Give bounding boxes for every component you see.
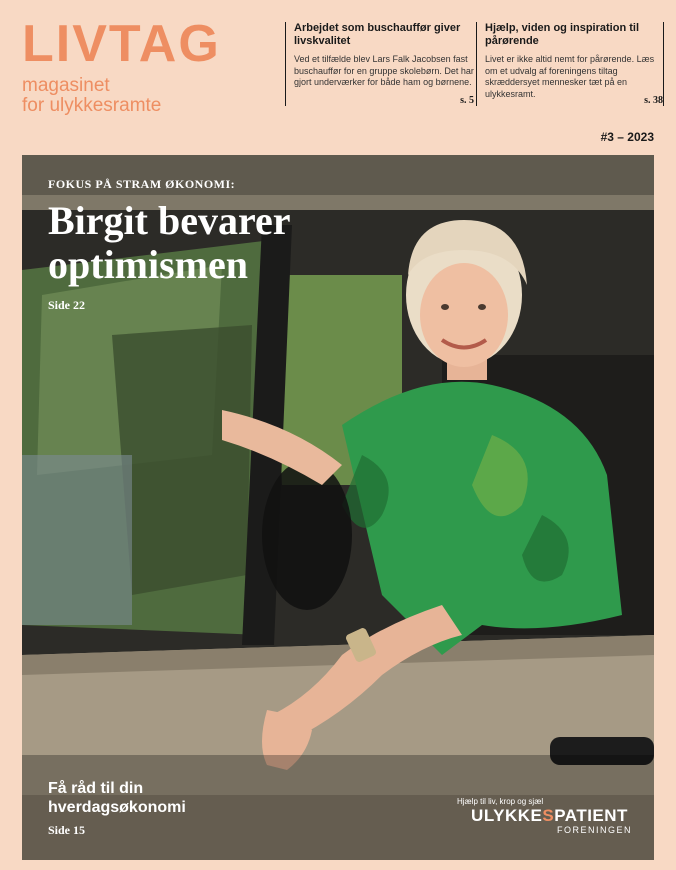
teaser-title: Hjælp, viden og inspiration til pårørende [485,22,640,47]
masthead [22,15,221,116]
cover-kicker: FOKUS PÅ STRAM ØKONOMI: [48,177,236,191]
publisher-sub: FORENINGEN [556,825,632,835]
teaser-body-text: Livet er ikke altid nemt for pårørende. Læs om et udvalg af foreningens tiltag skræddersyet mennesker tæt på en ulykkesramt. [485,54,655,99]
cover-photo [22,155,654,860]
cover-headline: Birgit bevarer optimismen [48,198,290,287]
teaser-title: Arbejdet som buschauffør giver livskvalitet [294,22,461,47]
publisher-logo [457,797,642,835]
cover-page-ref: Side 22 [48,298,86,312]
teaser-body [294,54,474,89]
magazine-tagline [22,76,221,116]
teaser-body-text: Ved et tilfælde blev Lars Falk Jacobsen fast buschauffør for en gruppe skolebørn. Det har gjort underværker for både ham og børnene. [294,54,474,87]
publisher-tagline: Hjælp til liv, krop og sjæl [457,797,544,806]
teaser-body [485,54,655,100]
teaser-page: s. 38 [644,95,663,106]
issue-number: #3 – 2023 [600,130,654,144]
publisher-name [457,806,642,826]
tagline-line-2: for ulykkesramte [22,95,162,116]
teaser-relatives[interactable] [476,22,664,106]
publisher-name-part1: ULYKKE [471,806,543,825]
bottom-headline: Få råd til din hverdagsøkonomi [48,780,186,816]
tagline-line-1: magasinet [22,75,110,96]
bottom-page-ref: Side 15 [48,823,86,837]
teaser-page: s. 5 [460,95,474,106]
publisher-name-part2: PATIENT [554,806,628,825]
magazine-logo: LIVTAG [22,15,221,73]
publisher-name-s: S [542,806,555,825]
teaser-bus-driver[interactable] [285,22,474,106]
